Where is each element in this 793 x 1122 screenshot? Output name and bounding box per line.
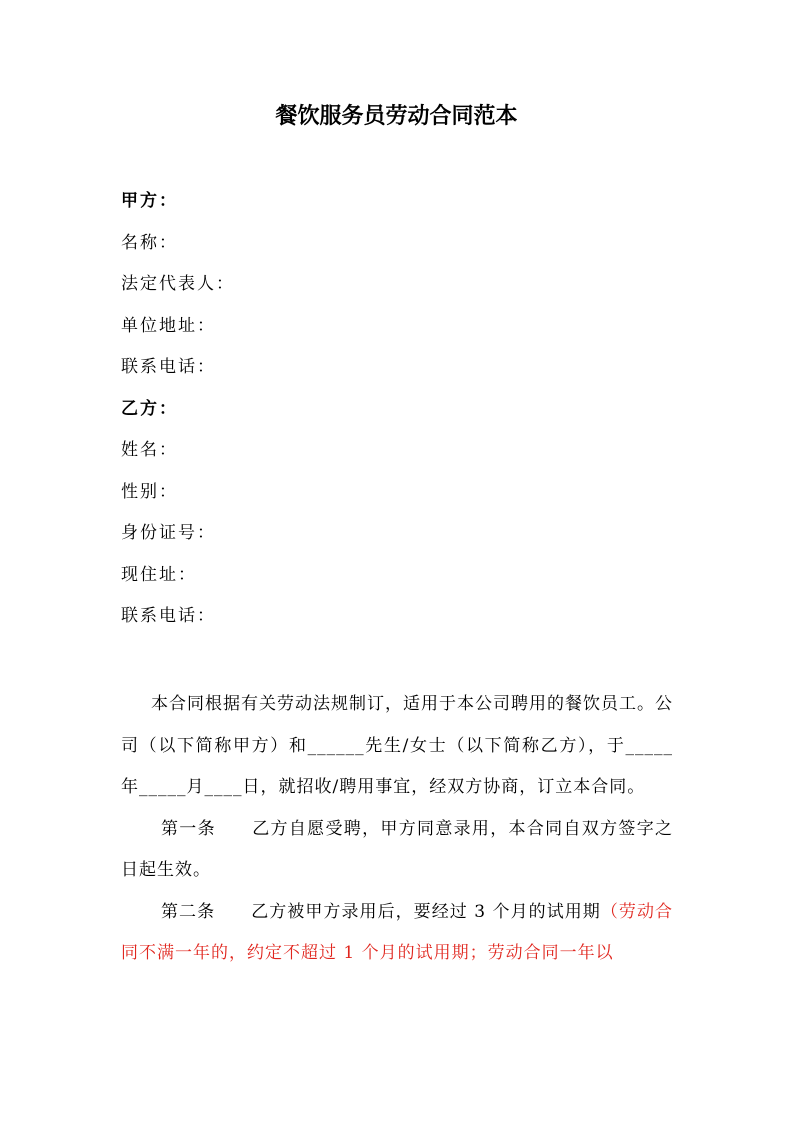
- party-b-phone-field: 联系电话：: [121, 606, 216, 626]
- party-b-name-field: 姓名：: [121, 440, 178, 460]
- article-2-paragraph: [121, 892, 673, 975]
- article-2-number: 第二条: [161, 901, 216, 922]
- party-a-label: 甲方：: [121, 191, 178, 211]
- party-a-legal-rep-field: 法定代表人：: [121, 274, 235, 294]
- party-b-label: 乙方：: [121, 398, 178, 419]
- contract-body: [121, 684, 673, 975]
- article-1-number: 第一条: [161, 818, 216, 839]
- party-b-address-field: 现住址：: [121, 564, 197, 585]
- party-a-address-field: 单位地址：: [121, 315, 216, 336]
- party-info-block: [121, 186, 681, 643]
- party-b-gender-field: 性别：: [121, 481, 178, 502]
- party-a-phone-field: 联系电话：: [121, 357, 216, 377]
- intro-paragraph: 本合同根据有关劳动法规制订，适用于本公司聘用的餐饮员工。公司（以下简称甲方）和______先生/女士（以下简称乙方），于_____年_____月____日，就招收/聘用事宜，经双方协商，订立本合同。: [121, 694, 673, 797]
- article-1-paragraph: [121, 809, 673, 892]
- party-a-name-field: 名称：: [121, 232, 178, 253]
- article-1-text: 乙方自愿受聘，甲方同意录用，本合同自双方签字之日起生效。: [121, 818, 674, 880]
- article-2-note: （劳动合同不满一年的，约定不超过 1 个月的试用期；劳动合同一年以: [121, 901, 674, 963]
- article-2-text: 乙方被甲方录用后，要经过 3 个月的试用期: [251, 901, 601, 922]
- party-b-id-number-field: 身份证号：: [121, 523, 216, 543]
- page-title: 餐饮服务员劳动合同范本: [275, 104, 518, 129]
